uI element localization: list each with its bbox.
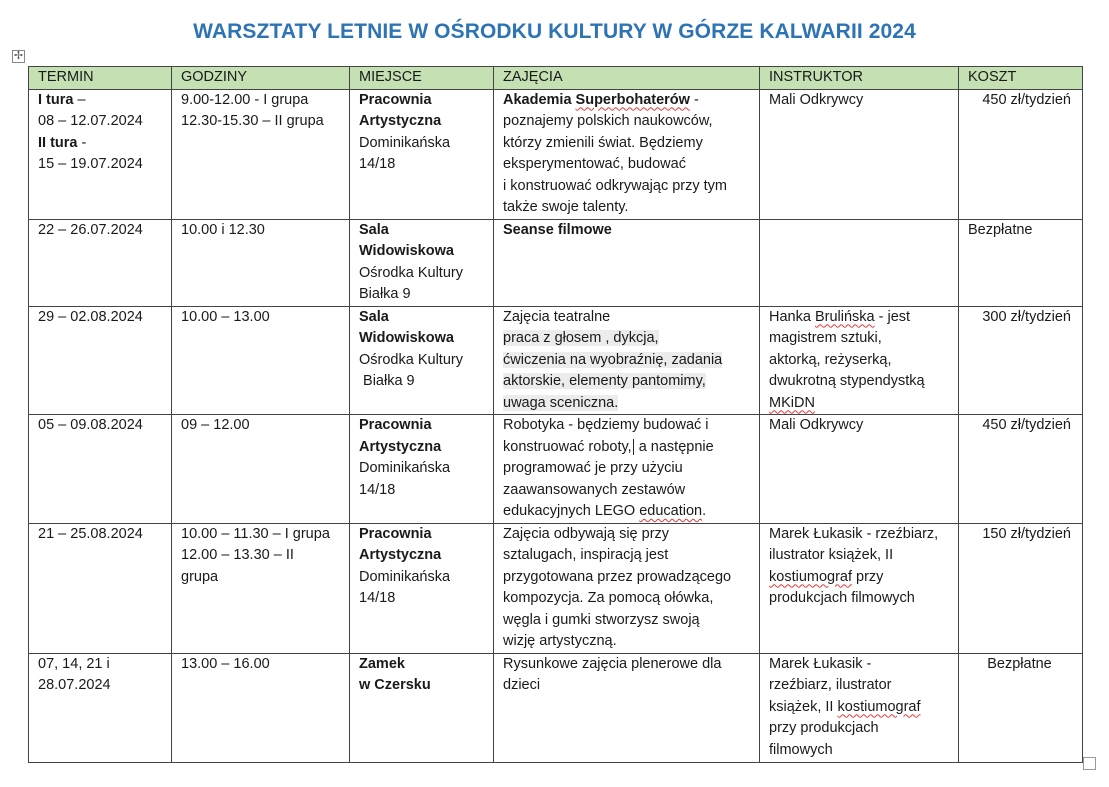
cell-zajecia[interactable]: Rysunkowe zajęcia plenerowe dla dzieci: [494, 653, 760, 762]
cell-instruktor[interactable]: Mali Odkrywcy: [760, 89, 959, 219]
cell-instruktor[interactable]: Marek Łukasik - rzeźbiarz, ilustrator książek, II kostiumograf przy produkcjach filmowych: [760, 653, 959, 762]
cell-godziny[interactable]: 9.00-12.00 - I grupa 12.30-15.30 – II grupa: [172, 89, 350, 219]
cell-termin[interactable]: 22 – 26.07.2024: [29, 219, 172, 306]
cell-zajecia[interactable]: Seanse filmowe: [494, 219, 760, 306]
cell-koszt[interactable]: Bezpłatne: [959, 653, 1083, 762]
workshops-table: [28, 66, 1083, 763]
table-row: [29, 89, 1083, 219]
cell-koszt[interactable]: 450 zł/tydzień: [959, 415, 1083, 524]
cell-zajecia[interactable]: Robotyka - będziemy budować i konstruować roboty, a następnie programować je przy użyciu zaawansowanych zestawów edukacyjnych LEGO education.: [494, 415, 760, 524]
table-header-row: [29, 67, 1083, 90]
cell-instruktor[interactable]: Mali Odkrywcy: [760, 415, 959, 524]
cell-miejsce[interactable]: Pracownia Artystyczna Dominikańska 14/18: [350, 523, 494, 653]
cell-koszt[interactable]: 300 zł/tydzień: [959, 306, 1083, 415]
cell-instruktor[interactable]: Hanka Brulińska - jest magistrem sztuki, aktorką, reżyserką, dwukrotną stypendystką MKiDN: [760, 306, 959, 415]
cell-termin[interactable]: 05 – 09.08.2024: [29, 415, 172, 524]
header-koszt: KOSZT: [959, 67, 1083, 90]
table-row: [29, 523, 1083, 653]
cell-godziny[interactable]: 10.00 – 11.30 – I grupa 12.00 – 13.30 – II grupa: [172, 523, 350, 653]
text-cursor: [633, 439, 634, 455]
header-godziny: GODZINY: [172, 67, 350, 90]
table-resize-handle[interactable]: [1083, 757, 1096, 770]
cell-godziny[interactable]: 13.00 – 16.00: [172, 653, 350, 762]
cell-zajecia[interactable]: Zajęcia odbywają się przy sztalugach, inspiracją jest przygotowana przez prowadzącego kompozycja. Za pomocą ołówka, węgla i gumki stworzysz swoją wizję artystyczną.: [494, 523, 760, 653]
table-row: [29, 219, 1083, 306]
cell-instruktor[interactable]: Marek Łukasik - rzeźbiarz, ilustrator książek, II kostiumograf przy produkcjach filmowych: [760, 523, 959, 653]
cell-termin[interactable]: 07, 14, 21 i 28.07.2024: [29, 653, 172, 762]
document-title: WARSZTATY LETNIE W OŚRODKU KULTURY W GÓRZE KALWARII 2024: [193, 20, 916, 43]
cell-godziny[interactable]: 10.00 i 12.30: [172, 219, 350, 306]
cell-koszt[interactable]: 450 zł/tydzień: [959, 89, 1083, 219]
cell-godziny[interactable]: 10.00 – 13.00: [172, 306, 350, 415]
cell-miejsce[interactable]: Zamek w Czersku: [350, 653, 494, 762]
table-row: [29, 415, 1083, 524]
table-move-handle-icon[interactable]: ✢: [13, 49, 24, 62]
cell-termin[interactable]: 21 – 25.08.2024: [29, 523, 172, 653]
cell-termin[interactable]: 29 – 02.08.2024: [29, 306, 172, 415]
header-instruktor: INSTRUKTOR: [760, 67, 959, 90]
table-row: [29, 653, 1083, 762]
cell-zajecia[interactable]: Akademia Superbohaterów - poznajemy polskich naukowców, którzy zmienili świat. Będziemy eksperymentować, budować i konstruować odkrywając przy tym także swoje talenty.: [494, 89, 760, 219]
cell-koszt[interactable]: Bezpłatne: [959, 219, 1083, 306]
cell-godziny[interactable]: 09 – 12.00: [172, 415, 350, 524]
header-zajecia: ZAJĘCIA: [494, 67, 760, 90]
cell-miejsce[interactable]: Sala Widowiskowa Ośrodka Kultury Białka 9: [350, 219, 494, 306]
cell-instruktor[interactable]: [760, 219, 959, 306]
cell-termin[interactable]: I tura – 08 – 12.07.2024 II tura - 15 – 19.07.2024: [29, 89, 172, 219]
cell-koszt[interactable]: 150 zł/tydzień: [959, 523, 1083, 653]
cell-zajecia[interactable]: Zajęcia teatralne praca z głosem , dykcja, ćwiczenia na wyobraźnię, zadania aktorskie, elementy pantomimy, uwaga sceniczna.: [494, 306, 760, 415]
cell-miejsce[interactable]: Pracownia Artystyczna Dominikańska 14/18: [350, 89, 494, 219]
header-termin: TERMIN: [29, 67, 172, 90]
header-miejsce: MIEJSCE: [350, 67, 494, 90]
cell-miejsce[interactable]: Pracownia Artystyczna Dominikańska 14/18: [350, 415, 494, 524]
cell-miejsce[interactable]: Sala Widowiskowa Ośrodka Kultury Białka 9: [350, 306, 494, 415]
table-row: [29, 306, 1083, 415]
